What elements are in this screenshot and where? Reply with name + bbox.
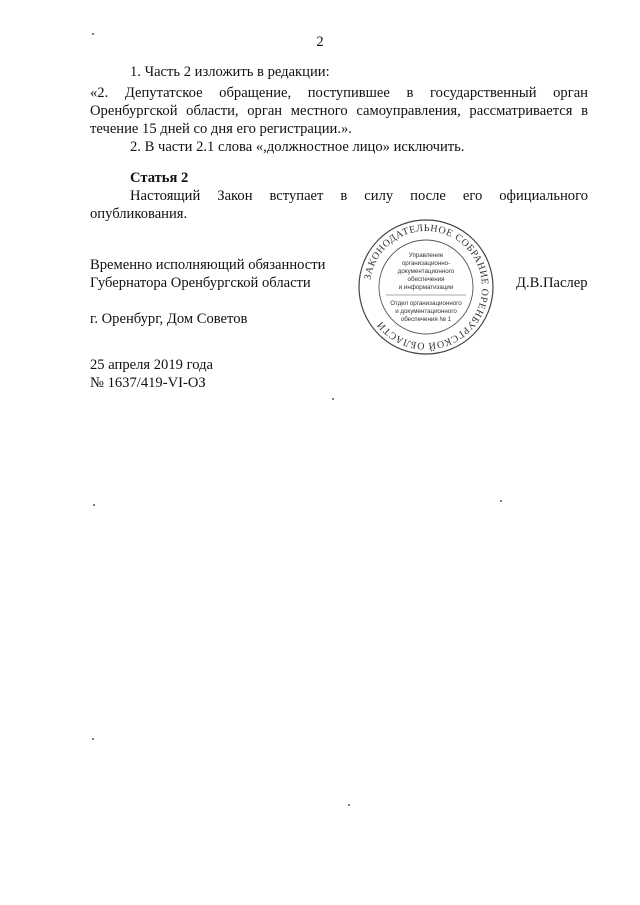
article-heading: Статья 2 xyxy=(130,170,189,186)
law-number: № 1637/419-VI-ОЗ xyxy=(90,375,206,391)
article-text-line-1: Настоящий Закон вступает в силу после его официального xyxy=(130,188,588,204)
scan-speck xyxy=(332,398,334,400)
quote-line-2: Оренбургской области, орган местного самоуправления, рассматривается в xyxy=(90,103,588,119)
svg-text:Отдел организационного: Отдел организационного xyxy=(390,300,462,307)
amendment-item-1: 1. Часть 2 изложить в редакции: xyxy=(130,64,330,80)
signatory-name: Д.В.Паслер xyxy=(516,275,588,291)
svg-text:и документационного: и документационного xyxy=(395,308,457,315)
signing-place: г. Оренбург, Дом Советов xyxy=(90,311,248,327)
svg-text:обеспечения № 1: обеспечения № 1 xyxy=(400,316,452,323)
scan-speck xyxy=(92,738,94,740)
amendment-item-2: 2. В части 2.1 слова «,должностное лицо» исключить. xyxy=(130,139,465,155)
svg-text:документационного: документационного xyxy=(397,268,455,275)
svg-text:и информатизации: и информатизации xyxy=(398,284,454,291)
signatory-position-line-2: Губернатора Оренбургской области xyxy=(90,275,311,291)
scan-speck xyxy=(93,504,95,506)
page-number: 2 xyxy=(316,34,324,50)
signing-date: 25 апреля 2019 года xyxy=(90,357,213,373)
scan-speck xyxy=(500,500,502,502)
svg-text:организационно-: организационно- xyxy=(401,260,451,267)
article-text-line-2: опубликования. xyxy=(90,206,188,222)
scan-speck xyxy=(92,33,94,35)
svg-text:ЗАКОНОДАТЕЛЬНОЕ СОБРАНИЕ ОРЕНБ: ЗАКОНОДАТЕЛЬНОЕ СОБРАНИЕ ОРЕНБУРГСКОЙ ОБЛАСТИ xyxy=(362,222,491,352)
svg-text:обеспечения: обеспечения xyxy=(407,276,445,283)
quote-line-1: «2. Депутатское обращение, поступившее в государственный орган xyxy=(90,85,588,101)
scan-speck xyxy=(348,804,350,806)
svg-text:Управление: Управление xyxy=(408,252,444,259)
official-seal xyxy=(356,217,496,357)
signatory-position-line-1: Временно исполняющий обязанности xyxy=(90,257,326,273)
quote-line-3: течение 15 дней со дня его регистрации.». xyxy=(90,121,352,137)
